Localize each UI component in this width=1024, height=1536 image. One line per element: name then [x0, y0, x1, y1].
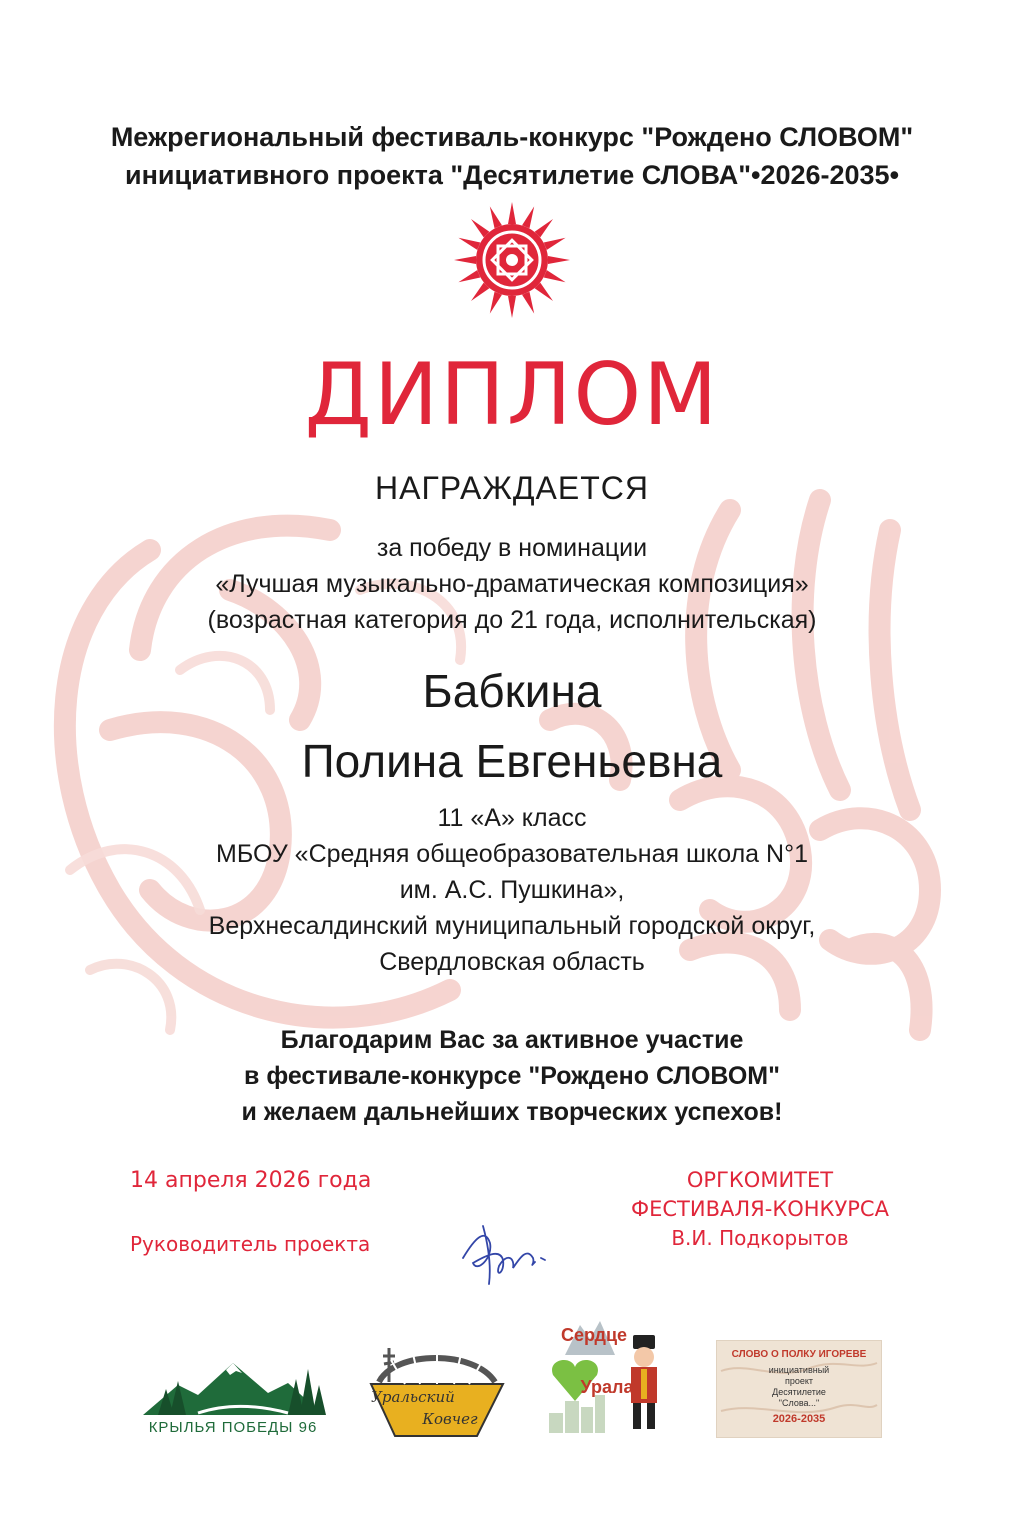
- header: [0, 118, 1024, 194]
- logo-ark-text-2: Ковчег: [422, 1410, 478, 1428]
- logo-slovo-years: 2026-2035: [772, 1413, 826, 1425]
- org-line-1: ОРГКОМИТЕТ: [686, 1168, 834, 1192]
- logo-ural-ark: [365, 1340, 510, 1440]
- header-line-1: Межрегиональный фестиваль-конкурс "Рождено СЛОВОМ": [110, 122, 914, 152]
- logo-heart-of-ural: [545, 1315, 675, 1435]
- project-leader-label: Руководитель проекта: [130, 1232, 371, 1256]
- institution-school-name: им. А.С. Пушкина»,: [399, 876, 625, 904]
- thanks-line-3: и желаем дальнейших творческих успехов!: [241, 1098, 783, 1126]
- nomination-line-2: «Лучшая музыкально-драматическая композиция»: [215, 570, 809, 598]
- org-person: В.И. Подкорытов: [671, 1226, 849, 1250]
- diploma-title: ДИПЛОМ: [304, 345, 720, 445]
- institution-block: [0, 800, 1024, 980]
- organizing-committee: [600, 1166, 920, 1253]
- nomination-line-3: (возрастная категория до 21 года, исполнительская): [207, 606, 817, 634]
- logo-heart-text-2: Урала: [580, 1377, 634, 1397]
- nomination-block: [0, 530, 1024, 638]
- institution-region: Свердловская область: [379, 948, 645, 976]
- org-line-2: ФЕСТИВАЛЯ-КОНКУРСА: [631, 1197, 889, 1221]
- header-line-2: инициативного проекта "Десятилетие СЛОВА"•2026-2035•: [124, 160, 900, 190]
- logo-slovo-sub-2: проект: [784, 1376, 814, 1386]
- institution-class: 11 «А» класс: [437, 804, 587, 832]
- logo-slovo-sub-4: "Слова...": [778, 1398, 820, 1408]
- thanks-line-1: Благодарим Вас за активное участие: [280, 1026, 744, 1054]
- logo-slovo-sub-1: инициативный: [768, 1365, 830, 1375]
- logo-heart-text-1: Сердце: [560, 1325, 628, 1345]
- logo-slovo-sub-3: Десятилетие: [772, 1387, 826, 1397]
- recipient-given-names: Полина Евгеньевна: [301, 735, 723, 787]
- logo-wings-text: КРЫЛЬЯ ПОБЕДЫ 96: [148, 1419, 318, 1436]
- signature-image: [455, 1218, 555, 1288]
- awarded-heading: НАГРАЖДАЕТСЯ: [375, 470, 649, 506]
- institution-school: МБОУ «Средняя общеобразовательная школа N°1: [216, 840, 808, 868]
- thanks-block: [0, 1022, 1024, 1130]
- nomination-line-1: за победу в номинации: [376, 534, 648, 562]
- award-date: 14 апреля 2026 года: [130, 1168, 372, 1193]
- logo-wings-of-victory: [138, 1355, 328, 1445]
- recipient-surname: Бабкина: [422, 665, 602, 717]
- sun-emblem-icon: [452, 200, 572, 320]
- logo-slovo-title: СЛОВО О ПОЛКУ ИГОРЕВЕ: [731, 1349, 867, 1360]
- institution-district: Верхнесалдинский муниципальный городской округ,: [208, 912, 816, 940]
- logo-ark-text-1: Уральский: [371, 1388, 455, 1406]
- logo-slovo-project: [716, 1340, 882, 1438]
- thanks-line-2: в фестивале-конкурсе "Рождено СЛОВОМ": [244, 1062, 780, 1090]
- forest-mountain-icon: [138, 1355, 328, 1417]
